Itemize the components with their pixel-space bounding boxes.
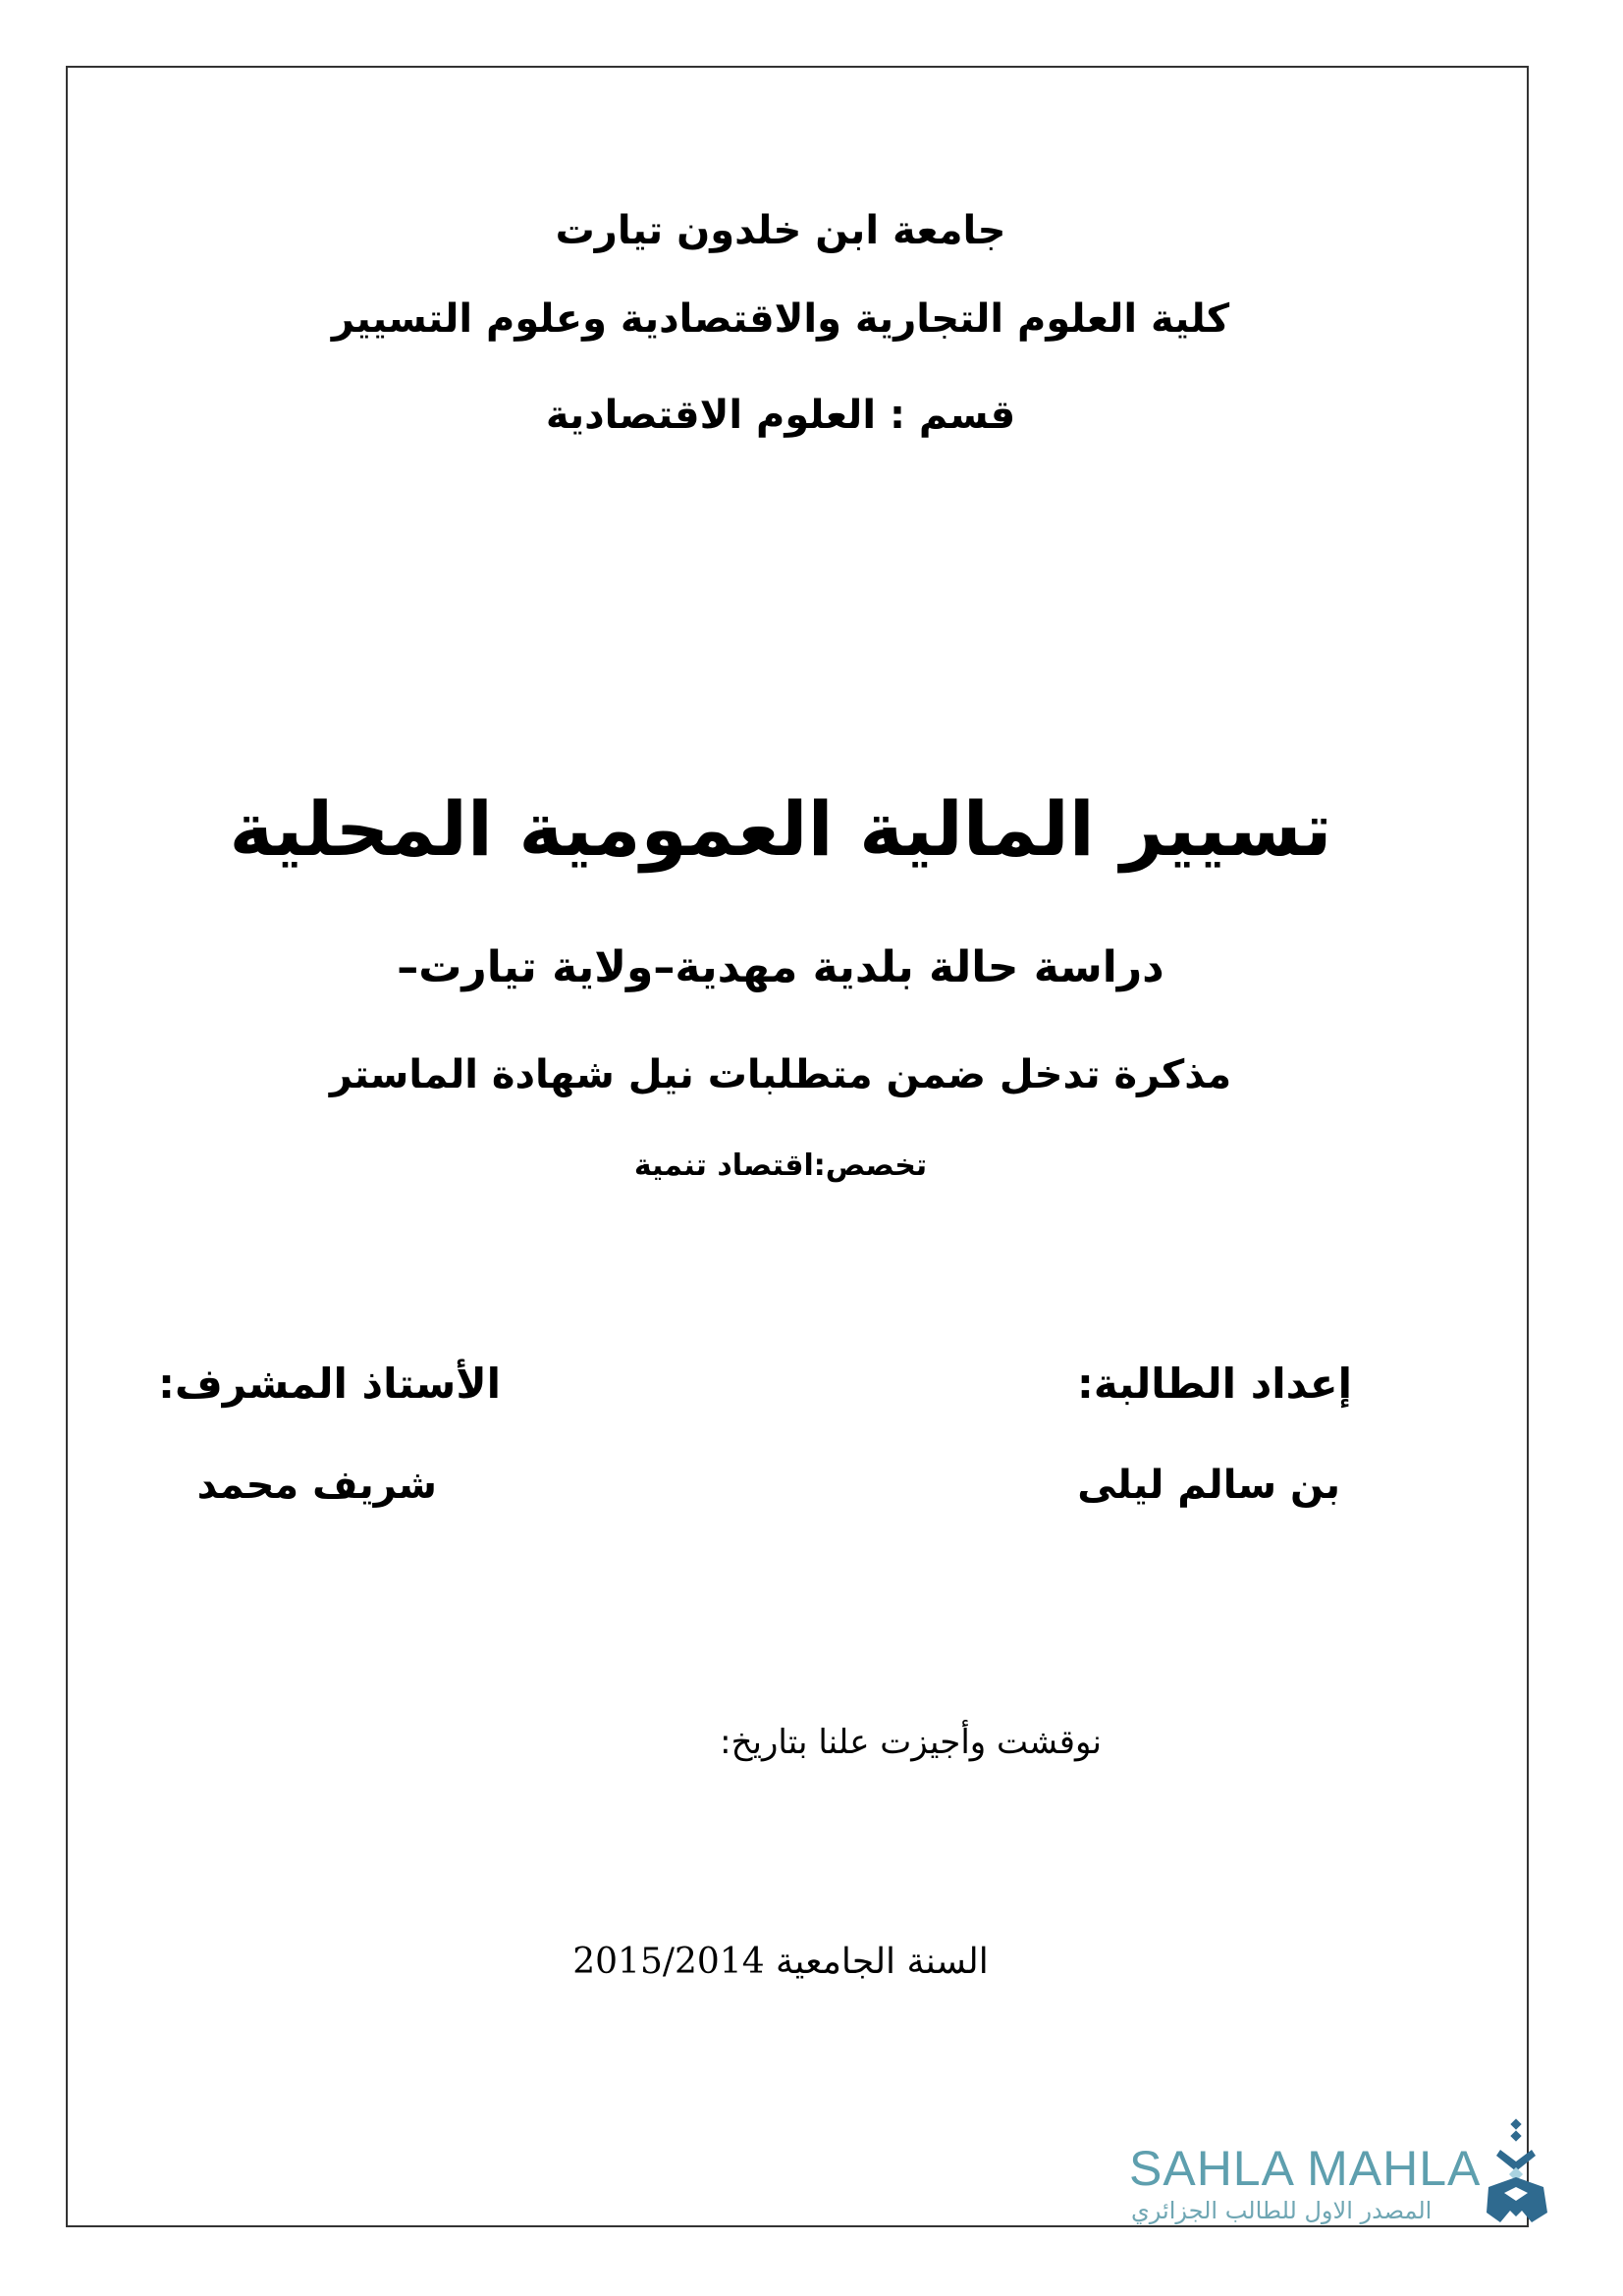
logo-tagline: المصدر الاول للطالب الجزائري bbox=[1131, 2197, 1433, 2224]
supervisor-name: شريف محمد bbox=[196, 1463, 437, 1508]
university-name: جامعة ابن خلدون تيارت bbox=[555, 208, 1006, 253]
thesis-purpose: مذكرة تدخل ضمن متطلبات نيل شهادة الماستر bbox=[329, 1052, 1232, 1097]
logo-name: SAHLA MAHLA bbox=[1129, 2141, 1482, 2196]
specialty: تخصص:اقتصاد تنمية bbox=[633, 1148, 928, 1183]
faculty-name: كلية العلوم التجارية والاقتصادية وعلوم التسيير bbox=[331, 296, 1230, 342]
academic-year: السنة الجامعية 2015/2014 bbox=[572, 1942, 989, 1982]
department-name: قسم : العلوم الاقتصادية bbox=[545, 393, 1016, 438]
logo-emblem-icon bbox=[1483, 2118, 1551, 2226]
thesis-subtitle: دراسة حالة بلدية مهدية–ولاية تيارت– bbox=[397, 942, 1164, 992]
sahla-mahla-logo bbox=[1129, 2118, 1581, 2226]
student-name: بن سالم ليلى bbox=[1077, 1463, 1340, 1508]
thesis-title: تسيير المالية العمومية المحلية bbox=[229, 785, 1332, 873]
supervisor-label: الأستاذ المشرف: bbox=[158, 1360, 501, 1408]
defense-date-label: نوقشت وأجيزت علنا بتاريخ: bbox=[720, 1723, 1102, 1762]
page-border bbox=[66, 66, 1529, 2227]
student-label: إعداد الطالبة: bbox=[1077, 1360, 1352, 1408]
